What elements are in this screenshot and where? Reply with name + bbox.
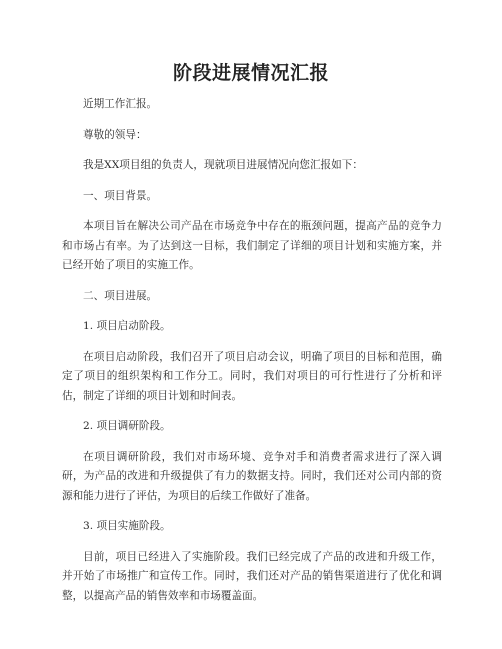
paragraph-background: 本项目旨在解决公司产品在市场竞争中存在的瓶颈问题，提高产品的竞争力和市场占有率。为了达到这一目标，我们制定了详细的项目计划和实施方案，并已经开始了项目的实施工作。 — [62, 220, 442, 271]
document-body — [62, 95, 442, 617]
subsection-heading-launch: 1. 项目启动阶段。 — [83, 320, 171, 332]
section-heading-background: 一、项目背景。 — [83, 189, 158, 202]
subsection-heading-implementation: 3. 项目实施阶段。 — [83, 520, 171, 532]
paragraph-salutation: 尊敬的领导： — [83, 128, 147, 141]
paragraph-opening: 我是XX项目组的负责人，现就项目进展情况向您汇报如下： — [83, 159, 363, 171]
section-heading-progress: 二、项目进展。 — [83, 289, 158, 302]
paragraph-launch: 在项目启动阶段，我们召开了项目启动会议，明确了项目的目标和范围，确定了项目的组织架构和工作分工。同时，我们对项目的可行性进行了分析和评估，制定了详细的项目计划和时间表。 — [62, 350, 442, 402]
paragraph-intro: 近期工作汇报。 — [83, 98, 158, 110]
paragraph-implementation: 目前，项目已经进入了实施阶段。我们已经完成了产品的改进和升级工作，并开始了市场推广和宣传工作。同时，我们还对产品的销售渠道进行了优化和调整，以提高产品的销售效率和市场覆盖面。 — [62, 550, 442, 602]
paragraph-research: 在项目调研阶段，我们对市场环境、竞争对手和消费者需求进行了深入调研，为产品的改进和升级提供了有力的数据支持。同时，我们还对公司内部的资源和能力进行了评估，为项目的后续工作做好了准备。 — [62, 450, 442, 502]
document-title: 阶段进展情况汇报 — [172, 62, 329, 84]
subsection-heading-research: 2. 项目调研阶段。 — [83, 420, 171, 432]
